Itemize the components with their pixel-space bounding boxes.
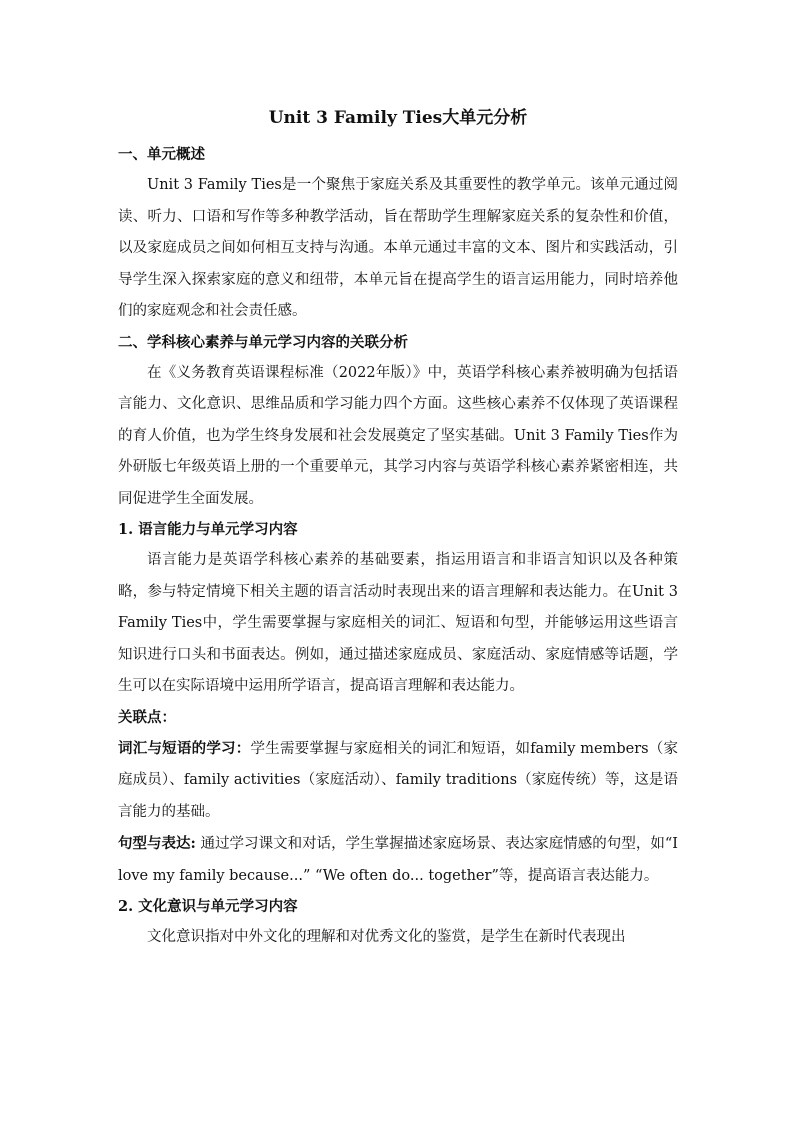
relation-point-sentence (118, 828, 678, 892)
document-page (118, 104, 678, 954)
relation-label: 关联点： (118, 708, 176, 726)
relation-point-vocabulary (118, 733, 678, 829)
relation-point-vocabulary-label: 词汇与短语的学习： (118, 739, 251, 757)
relation-point-vocabulary-text: 学生需要掌握与家庭相关的词汇和短语，如family members（家庭成员）、family activities（家庭活动）、family traditions（家庭传统）等，这是语言能力的基础。 (118, 740, 679, 820)
paragraph-cultural-awareness: 文化意识指对中外文化的理解和对优秀文化的鉴赏，是学生在新时代表现出 (147, 929, 626, 945)
page-title: Unit 3 Family Ties大单元分析 (268, 108, 528, 128)
relation-point-sentence-label: 句型与表达: (118, 835, 196, 852)
paragraph-core-literacy: 在《义务教育英语课程标准（2022年版）》中，英语学科核心素养被明确为包括语言能力、文化意识、思维品质和学习能力四个方面。这些核心素养不仅体现了英语课程的育人价值，也为学生终身发展和社会发展奠定了坚实基础。Unit 3 Family Ties作为外研版七年级英语上册的一个重要单元，其学习内容与英语学科核心素养紧密相连，共同促进学生全面发展。 (118, 364, 678, 507)
relation-point-sentence-text: 通过学习课文和对话，学生掌握描述家庭场景、表达家庭情感的句型，如“I love my family because...” “We often do... together”等，提高语言表达能力。 (118, 836, 678, 884)
section-heading-core-literacy: 二、学科核心素养与单元学习内容的关联分析 (118, 333, 408, 351)
subsection-heading-language-ability: 1. 语言能力与单元学习内容 (118, 521, 298, 538)
paragraph-language-ability: 语言能力是英语学科核心素养的基础要素，指运用语言和非语言知识以及各种策略，参与特定情境下相关主题的语言活动时表现出来的语言理解和表达能力。在Unit 3 Family Ties中，学生需要掌握与家庭相关的词汇、短语和句型，并能够运用这些语言知识进行口头和书面表达。例如，通过描述家庭成员、家庭活动、家庭情感等话题，学生可以在实际语境中运用所学语言，提高语言理解和表达能力。 (118, 552, 678, 694)
subsection-heading-cultural-awareness: 2. 文化意识与单元学习内容 (118, 898, 298, 915)
section-heading-overview: 一、单元概述 (118, 146, 205, 163)
paragraph-overview: Unit 3 Family Ties是一个聚焦于家庭关系及其重要性的教学单元。该单元通过阅读、听力、口语和写作等多种教学活动，旨在帮助学生理解家庭关系的复杂性和价值，以及家庭成员之间如何相互支持与沟通。本单元通过丰富的文本、图片和实践活动，引导学生深入探索家庭的意义和纽带，本单元旨在提高学生的语言运用能力，同时培养他们的家庭观念和社会责任感。 (118, 177, 678, 319)
